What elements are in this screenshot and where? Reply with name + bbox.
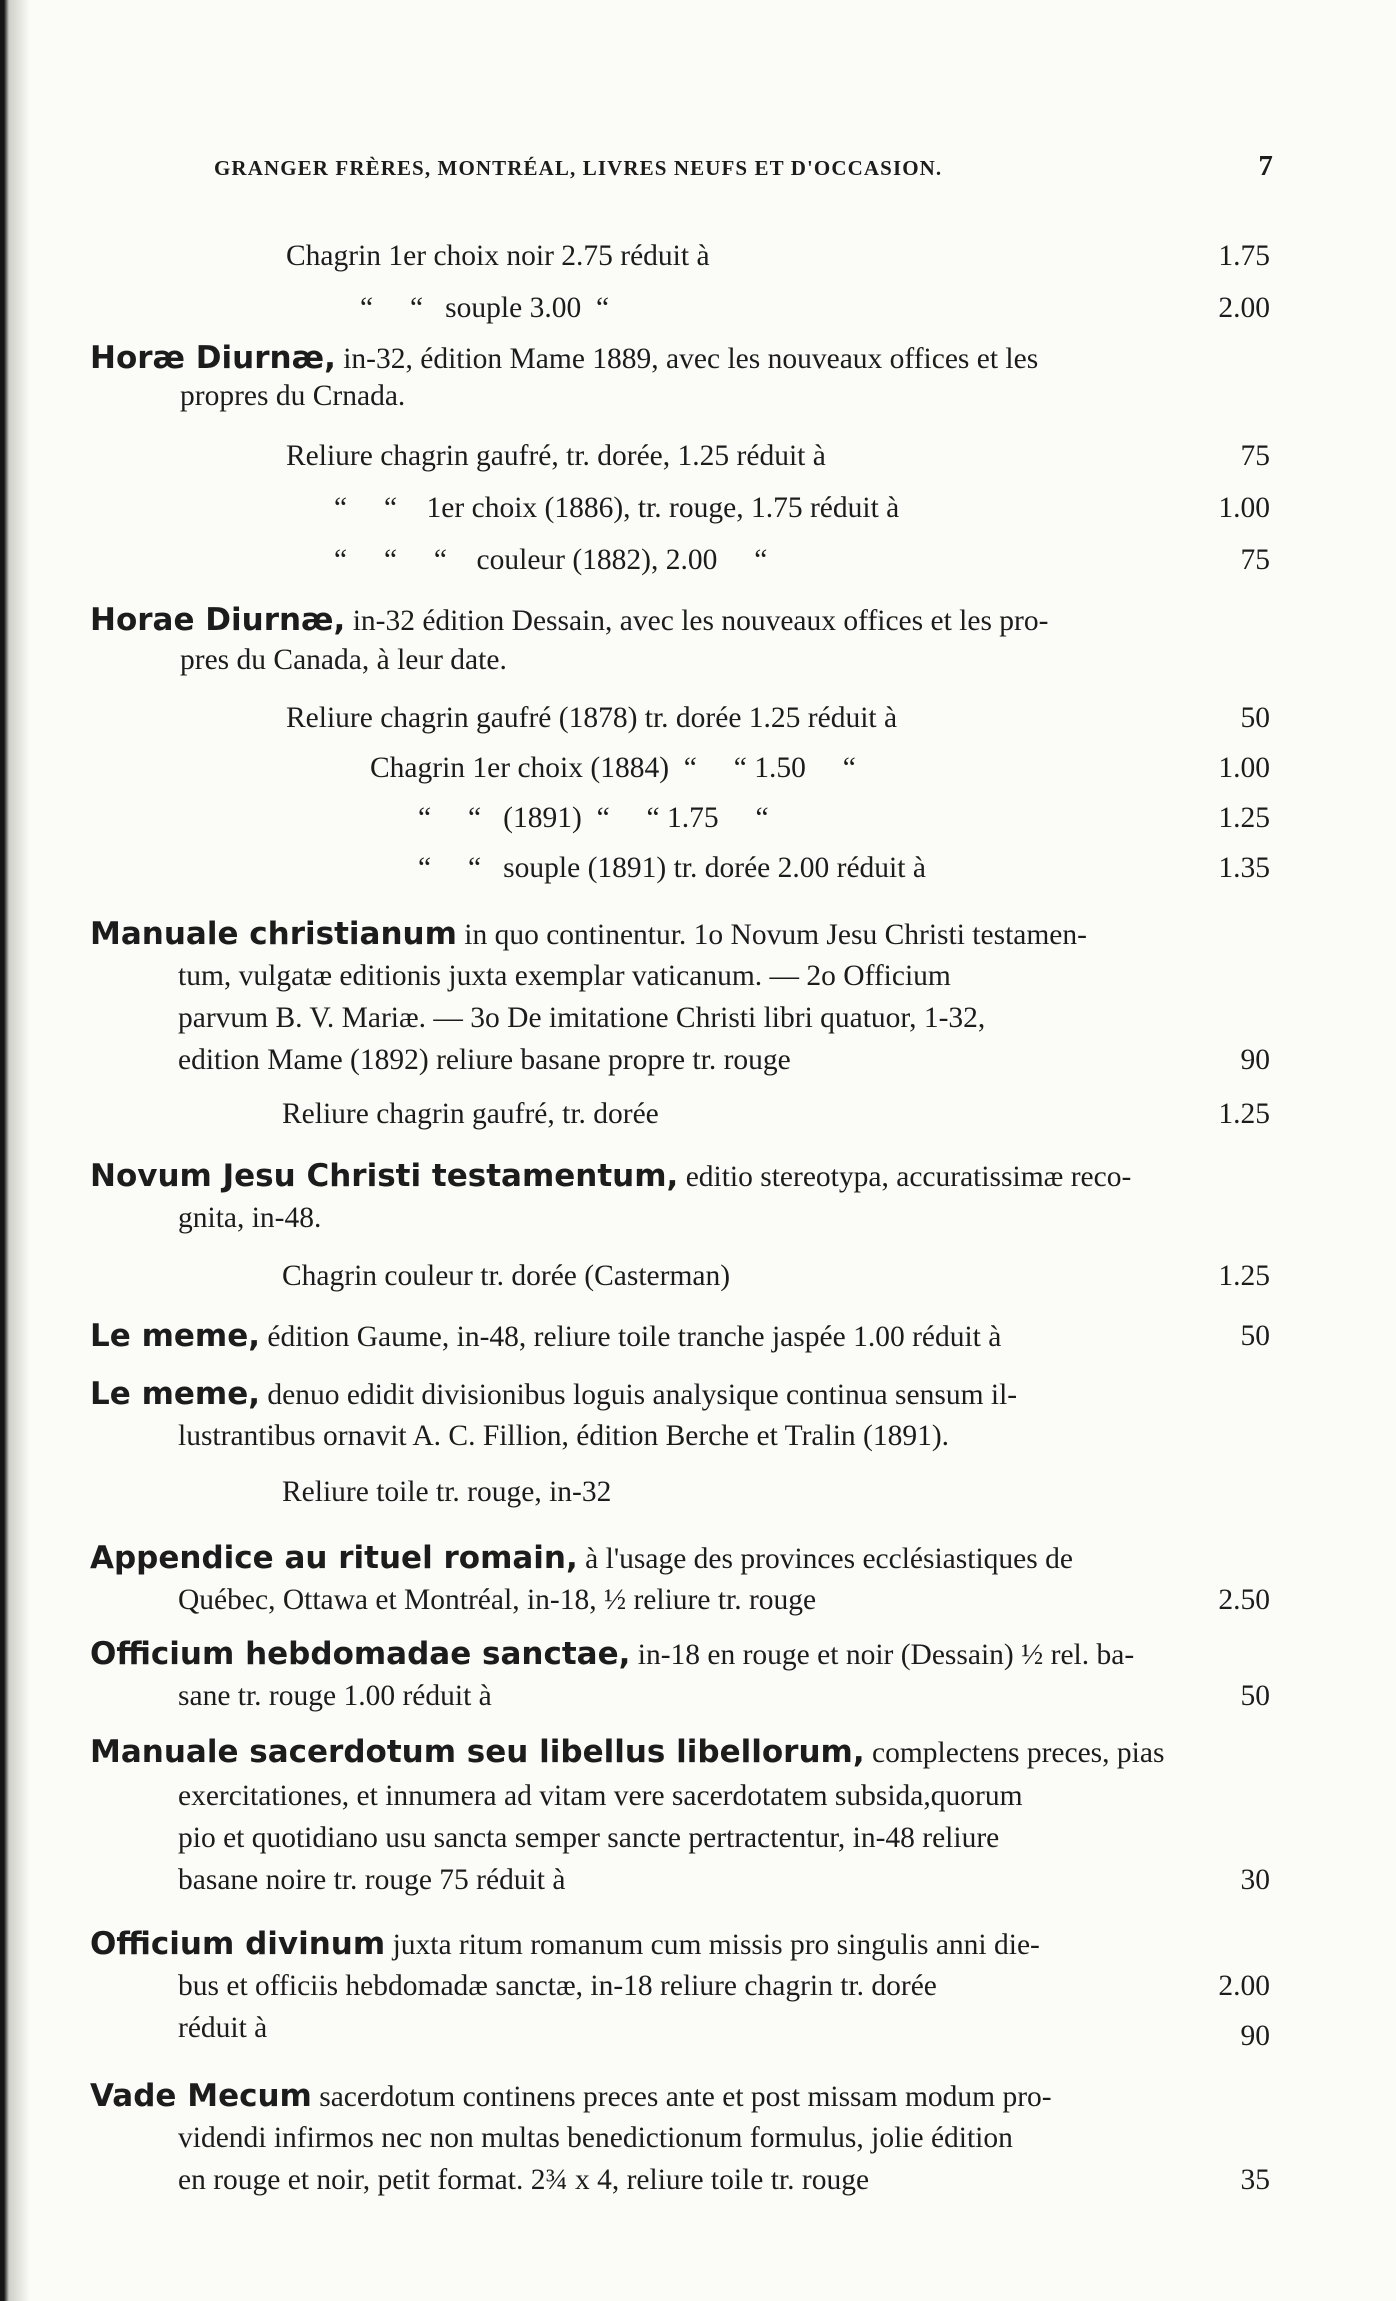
catalogue-line: “ “ “ couleur (1882), 2.00 “ <box>334 544 768 576</box>
price: 75 <box>1240 544 1270 576</box>
header-title: GRANGER FRÈRES, MONTRÉAL, LIVRES NEUFS ET D'OCCASION. <box>214 156 943 180</box>
catalogue-line: Novum Jesu Christi testamentum, editio stereotypa, accuratissimæ reco- <box>90 1158 1132 1194</box>
catalogue-line: “ “ souple (1891) tr. dorée 2.00 réduit à <box>418 852 926 884</box>
catalogue-line: en rouge et noir, petit format. 2¾ x 4, reliure toile tr. rouge <box>178 2164 870 2196</box>
catalogue-line: Reliure chagrin gaufré (1878) tr. dorée 1.25 réduit à <box>286 702 898 734</box>
catalogue-line: Officium divinum juxta ritum romanum cum missis pro singulis anni die- <box>90 1926 1040 1962</box>
price: 1.35 <box>1218 852 1270 884</box>
catalogue-line: Chagrin 1er choix (1884) “ “ 1.50 “ <box>370 752 856 784</box>
entry-title: Novum Jesu Christi testamentum, <box>90 1158 679 1194</box>
entry-title: Vade Mecum <box>90 2078 312 2114</box>
price: 75 <box>1240 440 1270 472</box>
catalogue-line: Horae Diurnæ, in-32 édition Dessain, avec les nouveaux offices et les pro- <box>90 602 1049 638</box>
catalogue-line: Reliure chagrin gaufré, tr. dorée <box>282 1098 659 1130</box>
price: 1.25 <box>1218 1098 1270 1130</box>
price: 1.25 <box>1218 802 1270 834</box>
catalogue-line: “ “ (1891) “ “ 1.75 “ <box>418 802 769 834</box>
price: 2.50 <box>1218 1584 1270 1616</box>
catalogue-line: “ “ 1er choix (1886), tr. rouge, 1.75 réduit à <box>334 492 900 524</box>
catalogue-line: Québec, Ottawa et Montréal, in-18, ½ reliure tr. rouge <box>178 1584 817 1616</box>
price: 1.00 <box>1218 492 1270 524</box>
entry-title: Manuale christianum <box>90 916 457 952</box>
catalogue-line: Le meme, denuo edidit divisionibus loguis analysique continua sensum il- <box>90 1376 1018 1412</box>
entry-title: Le meme, <box>90 1376 261 1412</box>
catalogue-line: Appendice au rituel romain, à l'usage des provinces ecclésiastiques de <box>90 1540 1073 1576</box>
price: 30 <box>1240 1864 1270 1896</box>
price: 1.00 <box>1218 752 1270 784</box>
catalogue-line: basane noire tr. rouge 75 réduit à <box>178 1864 566 1896</box>
price: 90 <box>1240 1044 1270 1076</box>
catalogue-line: sane tr. rouge 1.00 réduit à <box>178 1680 492 1712</box>
price: 35 <box>1240 2164 1270 2196</box>
catalogue-line: Horæ Diurnæ, in-32, édition Mame 1889, avec les nouveaux offices et les <box>90 340 1039 376</box>
catalogue-line: exercitationes, et innumera ad vitam vere sacerdotatem subsida,quorum <box>178 1780 1023 1812</box>
catalogue-line: lustrantibus ornavit A. C. Fillion, édition Berche et Tralin (1891). <box>178 1420 950 1452</box>
price: 50 <box>1240 1680 1270 1712</box>
catalogue-line: Reliure toile tr. rouge, in-32 <box>282 1476 612 1508</box>
price: 1.25 <box>1218 1260 1270 1292</box>
catalogue-line: Le meme, édition Gaume, in-48, reliure toile tranche jaspée 1.00 réduit à <box>90 1318 1002 1354</box>
catalogue-line: Manuale sacerdotum seu libellus libellorum, complectens preces, pias <box>90 1734 1165 1770</box>
catalogue-line: Vade Mecum sacerdotum continens preces ante et post missam modum pro- <box>90 2078 1052 2114</box>
running-header <box>214 150 1274 190</box>
price: 50 <box>1240 702 1270 734</box>
catalogue-line: edition Mame (1892) reliure basane propre tr. rouge <box>178 1044 791 1076</box>
catalogue-line: pio et quotidiano usu sancta semper sancte pertractentur, in-48 reliure <box>178 1822 1000 1854</box>
entry-title: Officium divinum <box>90 1926 386 1962</box>
catalogue-line: gnita, in-48. <box>178 1202 322 1234</box>
catalogue-line: Reliure chagrin gaufré, tr. dorée, 1.25 réduit à <box>286 440 826 472</box>
entry-title: Horae Diurnæ, <box>90 602 346 638</box>
catalogue-line: parvum B. V. Mariæ. — 3o De imitatione Christi libri quatuor, 1-32, <box>178 1002 986 1034</box>
catalogue-line: propres du Crnada. <box>180 380 406 412</box>
price: 2.00 <box>1218 1970 1270 2002</box>
page-number: 7 <box>1258 150 1274 182</box>
entry-title: Appendice au rituel romain, <box>90 1540 578 1576</box>
price: 1.75 <box>1218 240 1270 272</box>
catalogue-line: bus et officiis hebdomadæ sanctæ, in-18 reliure chagrin tr. dorée <box>178 1970 937 2002</box>
price: 2.00 <box>1218 292 1270 324</box>
price: 90 <box>1240 2020 1270 2052</box>
catalogue-line: tum, vulgatæ editionis juxta exemplar vaticanum. — 2o Officium <box>178 960 951 992</box>
catalogue-line: Manuale christianum in quo continentur. 1o Novum Jesu Christi testamen- <box>90 916 1087 952</box>
catalogue-line: “ “ souple 3.00 “ <box>360 292 610 324</box>
entry-title: Horæ Diurnæ, <box>90 340 336 376</box>
catalogue-line: réduit à <box>178 2012 268 2044</box>
price: 50 <box>1240 1320 1270 1352</box>
catalogue-line: videndi infirmos nec non multas benedictionum formulus, jolie édition <box>178 2122 1013 2154</box>
catalogue-line: pres du Canada, à leur date. <box>180 644 507 676</box>
catalogue-line: Chagrin couleur tr. dorée (Casterman) <box>282 1260 731 1292</box>
entry-title: Officium hebdomadae sanctae, <box>90 1636 631 1672</box>
catalogue-line: Chagrin 1er choix noir 2.75 réduit à <box>286 240 710 272</box>
entry-title: Le meme, <box>90 1318 261 1354</box>
catalogue-line: Officium hebdomadae sanctae, in-18 en rouge et noir (Dessain) ½ rel. ba- <box>90 1636 1135 1672</box>
entry-title: Manuale sacerdotum seu libellus libellorum, <box>90 1734 865 1770</box>
